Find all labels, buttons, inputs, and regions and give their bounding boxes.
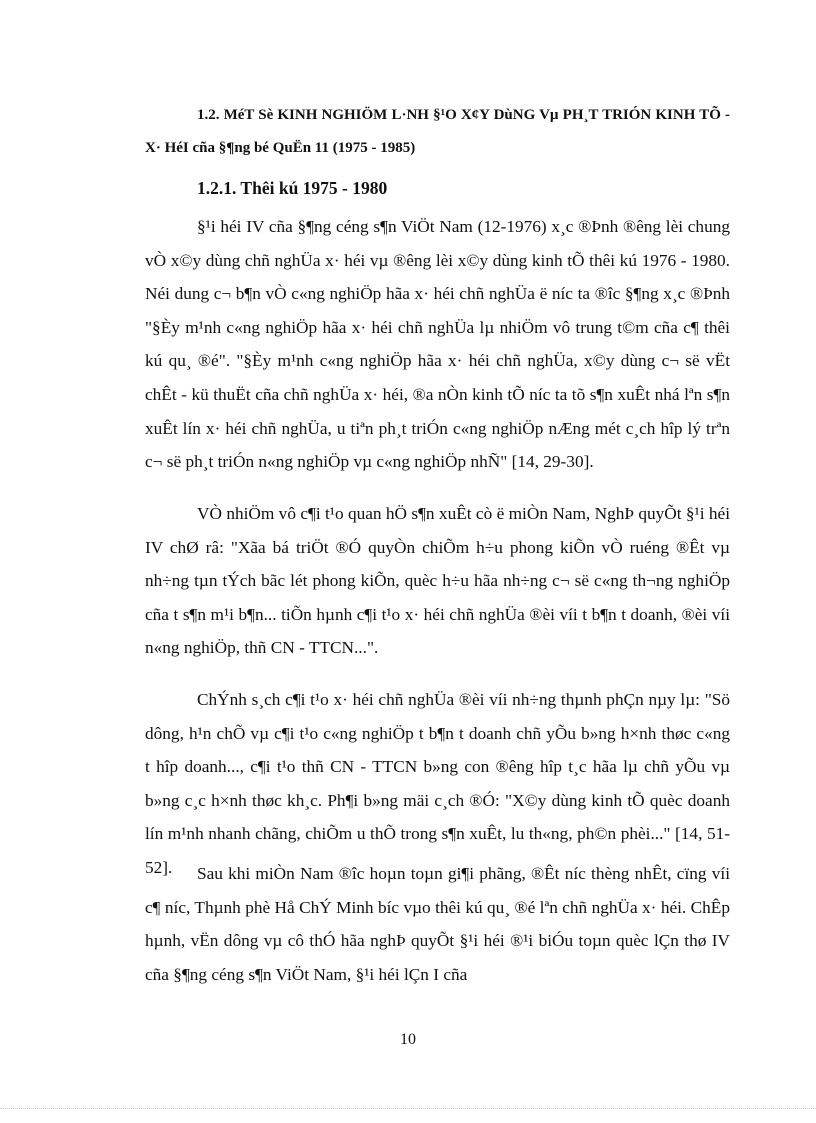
paragraph-1: §¹i héi IV cña §¶ng céng s¶n ViÖt Nam (12-1976) x¸c ®Þnh ®êng lèi chung vÒ x©y dùng chñ nghÜa x· héi vµ ®êng lèi x©y dùng kinh tÕ thêi kú 1976 - 1980. Néi dung c¬ b¶n vÒ c«ng nghiÖp hãa x· héi chñ nghÜa ë níc ta ®îc §¶ng x¸c ®Þnh "§Èy m¹nh c«ng nghiÖp hãa x· héi chñ nghÜa lµ nhiÖm vô trung t©m cña c¶ thêi kú qu¸ ®é". "§Èy m¹nh c«ng nghiÖp hãa x· héi chñ nghÜa, x©y dùng c¬ së vËt chÊt - kü thuËt cña chñ nghÜa x· héi, ®a nÒn kinh tÕ níc ta tõ s¶n xuÊt nhá lªn s¶n xuÊt lín x· héi chñ nghÜa, u tiªn ph¸t triÓn c«ng nghiÖp nÆng mét c¸ch hîp lý trªn c¬ së ph¸t triÓn n«ng nghiÖp vµ c«ng nghiÖp nhÑ" [14, 29-30]. bbox=[145, 217, 730, 472]
section-heading-text: 1.2. MéT Sè KINH NGHIÖM L·NH §¹O X¢Y DùNG Vµ PH¸T TRIÓN KINH TÕ - X· HéI cña §¶ng bé QuËn 11 (1975 - 1985) bbox=[145, 107, 730, 156]
paragraph-2: VÒ nhiÖm vô c¶i t¹o quan hÖ s¶n xuÊt cò ë miÒn Nam, NghÞ quyÕt §¹i héi IV chØ râ: "Xãa bá triÖt ®Ó quyÒn chiÕm h÷u phong kiÕn vÒ ruéng ®Êt vµ nh÷ng tµn tÝch bãc lét phong kiÕn, quèc h÷u hãa nh÷ng c¬ së c«ng th¬ng nghiÖp cña t s¶n m¹i b¶n... tiÕn hµnh c¶i t¹o x· héi chñ nghÜa ®èi víi t b¶n t doanh, ®èi víi n«ng nghiÖp, thñ CN - TTCN...". bbox=[145, 504, 730, 658]
page-bottom-divider bbox=[0, 1108, 816, 1109]
paragraph-4: Sau khi miÒn Nam ®îc hoµn toµn gi¶i phãng, ®Êt níc thèng nhÊt, cïng víi c¶ níc, Thµnh phè Hå ChÝ Minh bíc vµo thêi kú qu¸ ®é lªn chñ nghÜa x· héi. ChÊp hµnh, vËn dông vµ cô thÓ hãa nghÞ quyÕt §¹i héi ®¹i biÓu toµn quèc lÇn thø IV cña §¶ng céng s¶n ViÖt Nam, §¹i héi lÇn I cña bbox=[145, 864, 730, 984]
page-number: 10 bbox=[400, 1031, 416, 1048]
paragraph-3: ChÝnh s¸ch c¶i t¹o x· héi chñ nghÜa ®èi víi nh÷ng thµnh phÇn nµy lµ: "Sö dông, h¹n chÕ vµ c¶i t¹o c«ng nghiÖp t b¶n t doanh chñ yÕu b»ng h×nh thøc c«ng t hîp doanh..., c¶i t¹o thñ CN - TTCN b»ng con ®êng hîp t¸c hãa lµ chñ yÕu vµ b»ng c¸c h×nh thøc kh¸c. Ph¶i b»ng mäi c¸ch ®Ó: "X©y dùng kinh tÕ quèc doanh lín m¹nh nhanh chãng, chiÕm u thÕ trong s¶n xuÊt, lu th«ng, ph©n phèi..." [14, 51-52]. bbox=[145, 690, 730, 877]
subsection-heading: 1.2.1. Thêi kú 1975 - 1980 bbox=[197, 178, 388, 198]
section-heading bbox=[145, 99, 730, 165]
